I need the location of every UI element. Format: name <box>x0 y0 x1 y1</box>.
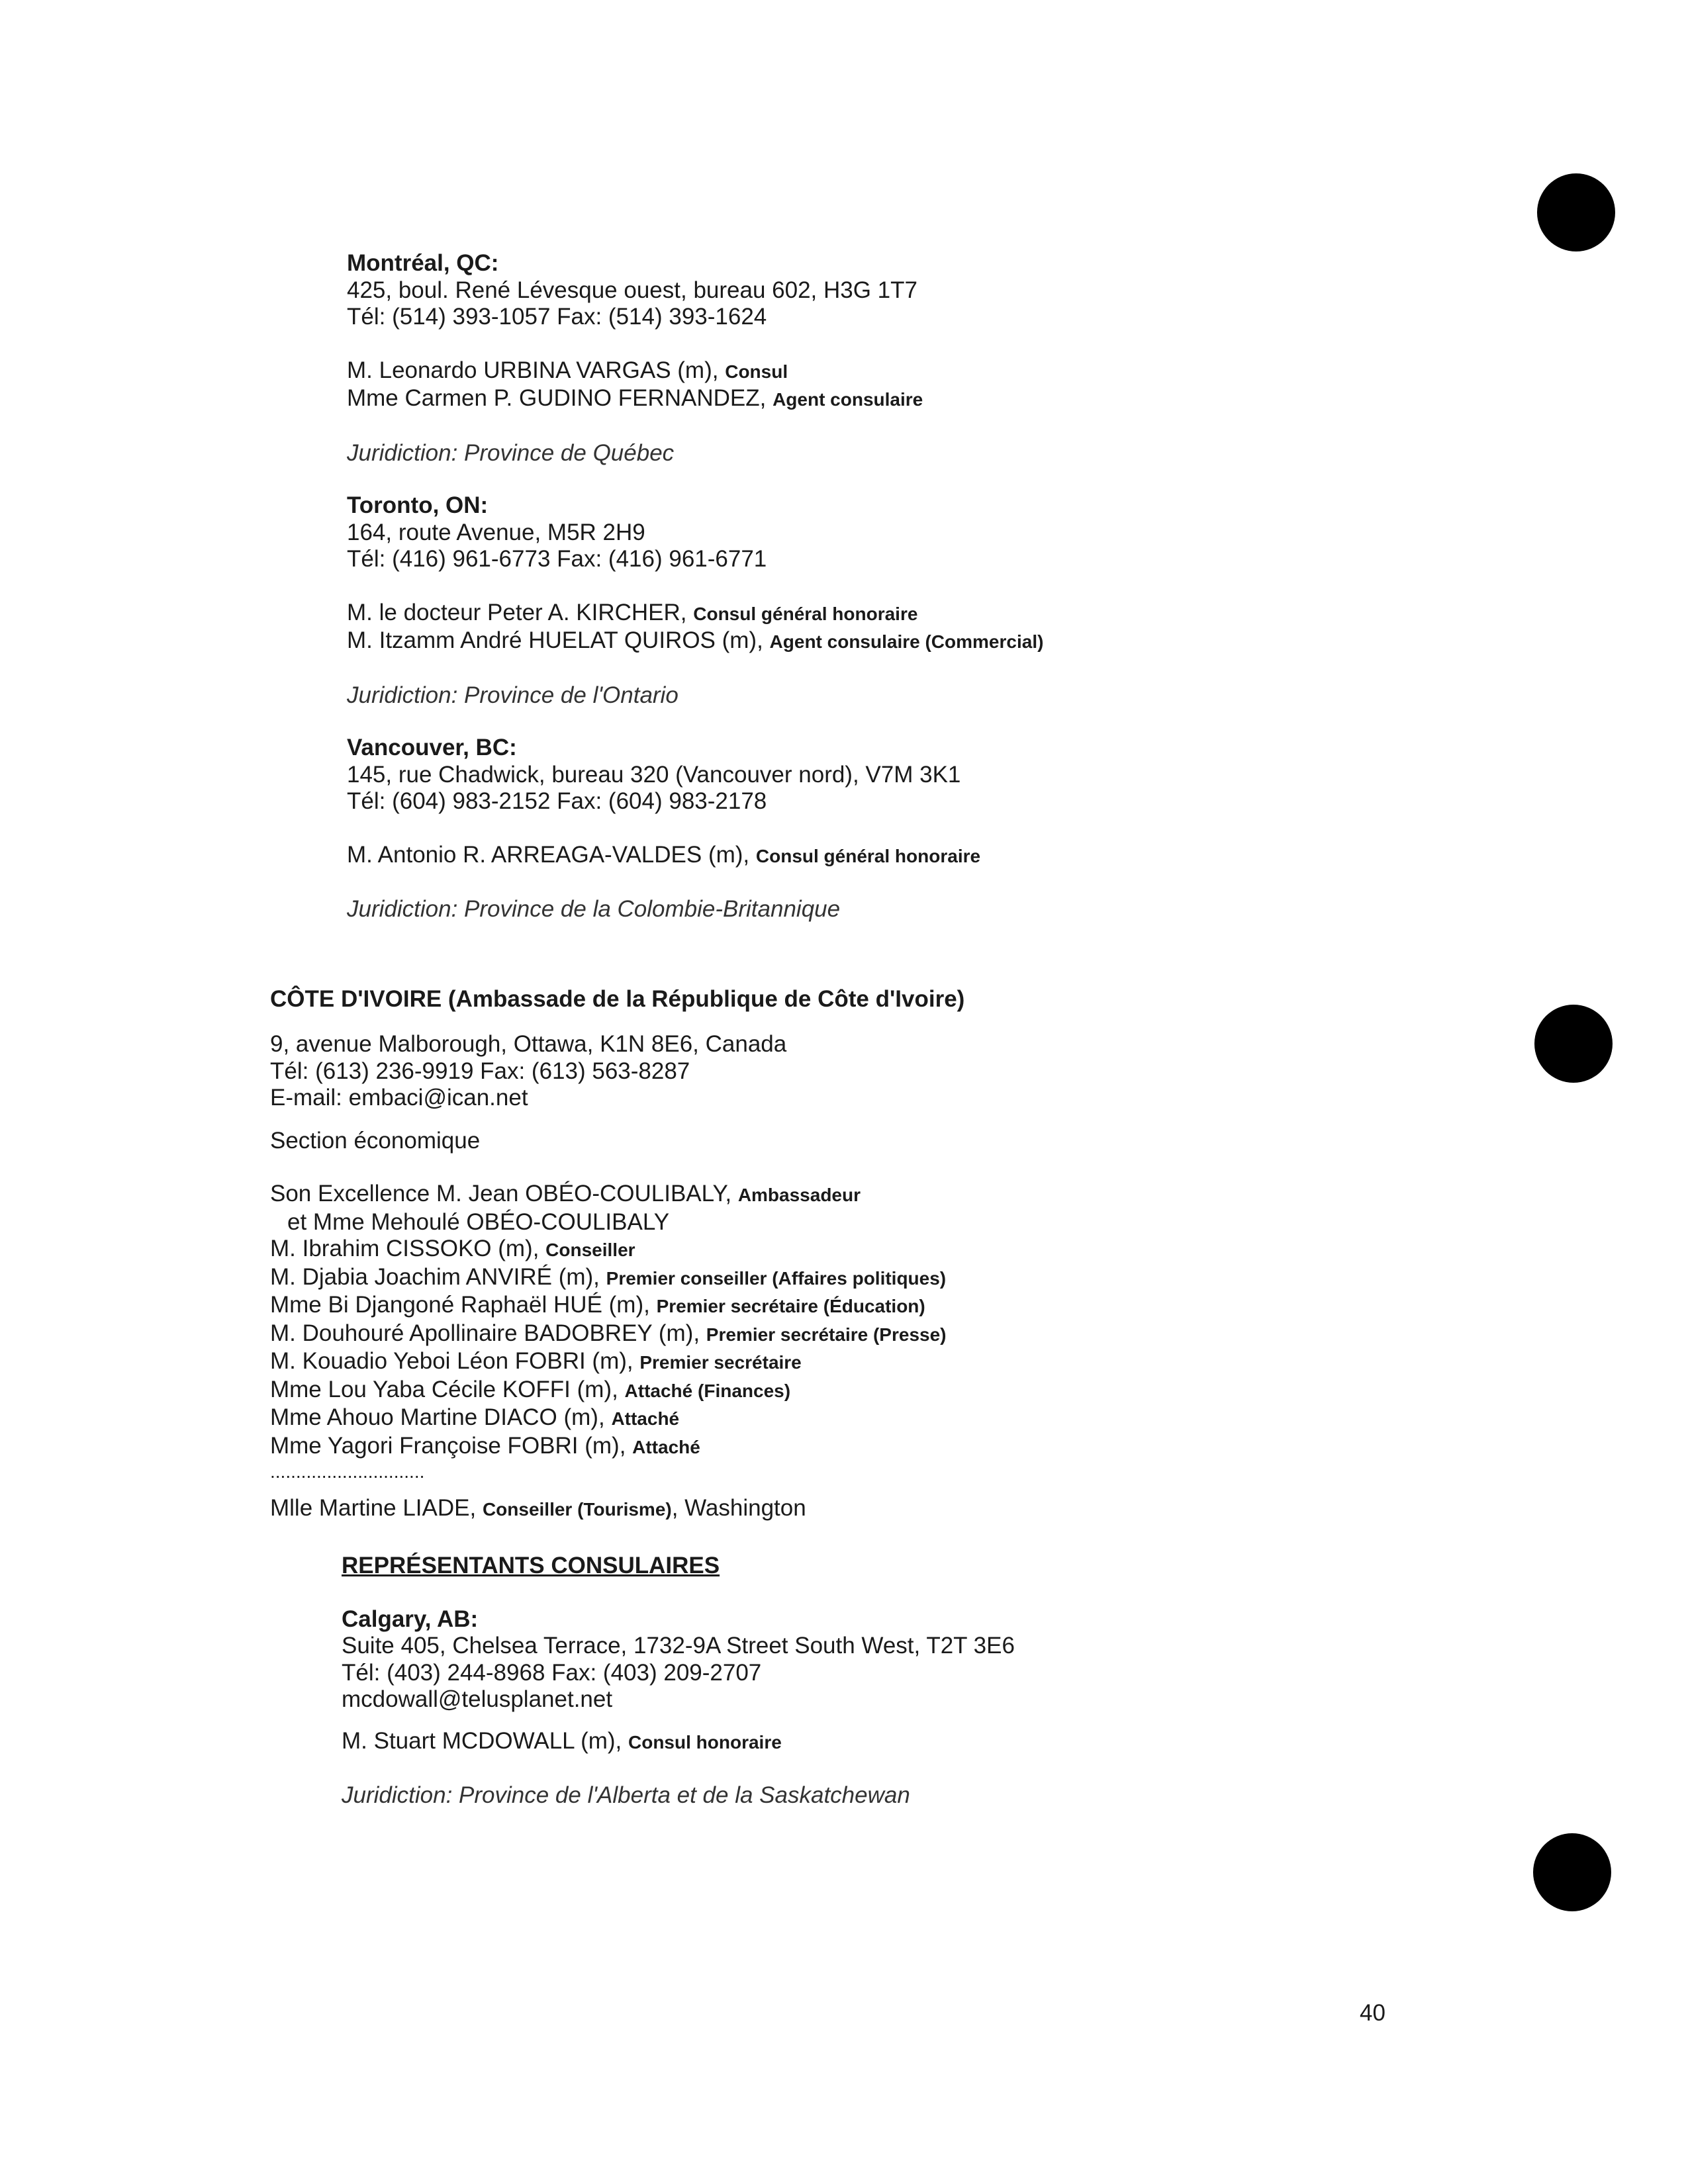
staff-line: M. Djabia Joachim ANVIRÉ (m), Premier conseiller (Affaires politiques) <box>270 1263 947 1290</box>
embassy-title: CÔTE D'IVOIRE (Ambassade de la République de Côte d'Ivoire) <box>270 986 965 1012</box>
person-line: Mme Carmen P. GUDINO FERNANDEZ, Agent consulaire <box>347 385 923 411</box>
consular-heading: REPRÉSENTANTS CONSULAIRES <box>342 1553 720 1578</box>
page-number: 40 <box>1360 2000 1385 2026</box>
montreal-section <box>347 250 923 467</box>
staff-line: Mme Lou Yaba Cécile KOFFI (m), Attaché (Finances) <box>270 1376 791 1402</box>
calgary-address: Suite 405, Chelsea Terrace, 1732-9A Street South West, T2T 3E6 <box>342 1633 1015 1659</box>
montreal-phone: Tél: (514) 393-1057 Fax: (514) 393-1624 <box>347 304 767 330</box>
calgary-email: mcdowall@telusplanet.net <box>342 1686 613 1712</box>
toronto-address: 164, route Avenue, M5R 2H9 <box>347 519 645 545</box>
person-line: M. Stuart MCDOWALL (m), Consul honoraire <box>342 1727 782 1754</box>
vancouver-phone: Tél: (604) 983-2152 Fax: (604) 983-2178 <box>347 788 767 814</box>
vancouver-section <box>347 735 980 923</box>
toronto-section <box>347 492 1043 709</box>
vancouver-jurisdiction: Juridiction: Province de la Colombie-Britannique <box>347 896 841 922</box>
embassy-section: Section économique <box>270 1127 481 1154</box>
staff-line: et Mme Mehoulé OBÉO-COULIBALY <box>287 1208 670 1235</box>
staff-line: M. Kouadio Yeboi Léon FOBRI (m), Premier secrétaire <box>270 1348 802 1374</box>
person-line: M. Itzamm André HUELAT QUIROS (m), Agent consulaire (Commercial) <box>347 627 1044 653</box>
punch-hole-middle <box>1534 1005 1613 1083</box>
vancouver-address: 145, rue Chadwick, bureau 320 (Vancouver nord), V7M 3K1 <box>347 761 961 788</box>
staff-line: Son Excellence M. Jean OBÉO-COULIBALY, Ambassadeur <box>270 1181 861 1206</box>
staff-line: M. Ibrahim CISSOKO (m), Conseiller <box>270 1236 635 1261</box>
embassy-address: 9, avenue Malborough, Ottawa, K1N 8E6, Canada <box>270 1031 787 1057</box>
embassy-email: E-mail: embaci@ican.net <box>270 1085 528 1111</box>
calgary-phone: Tél: (403) 244-8968 Fax: (403) 209-2707 <box>342 1659 762 1686</box>
punch-hole-top <box>1537 173 1615 251</box>
vancouver-heading: Vancouver, BC: <box>347 735 517 760</box>
embassy-contact <box>270 1031 946 1524</box>
calgary-heading: Calgary, AB: <box>342 1606 479 1632</box>
person-line: M. Leonardo URBINA VARGAS (m), Consul <box>347 357 788 383</box>
montreal-address: 425, boul. René Lévesque ouest, bureau 602, H3G 1T7 <box>347 277 917 303</box>
person-line: M. Antonio R. ARREAGA-VALDES (m), Consul général honoraire <box>347 841 981 868</box>
toronto-phone: Tél: (416) 961-6773 Fax: (416) 961-6771 <box>347 546 767 572</box>
staff-line: Mme Yagori Françoise FOBRI (m), Attaché <box>270 1432 700 1459</box>
toronto-jurisdiction: Juridiction: Province de l'Ontario <box>347 682 679 708</box>
dotted-separator: .............................. <box>270 1461 425 1482</box>
staff-line: Mme Bi Djangoné Raphaël HUÉ (m), Premier secrétaire (Éducation) <box>270 1292 925 1318</box>
toronto-heading: Toronto, ON: <box>347 492 489 518</box>
staff-line: M. Douhouré Apollinaire BADOBREY (m), Premier secrétaire (Presse) <box>270 1320 947 1346</box>
montreal-heading: Montréal, QC: <box>347 250 499 276</box>
embassy-phone: Tél: (613) 236-9919 Fax: (613) 563-8287 <box>270 1058 690 1084</box>
punch-hole-bottom <box>1533 1833 1611 1911</box>
staff-line: Mme Ahouo Martine DIACO (m), Attaché <box>270 1404 680 1430</box>
washington-line: Mlle Martine LIADE, Conseiller (Tourisme), Washington <box>270 1495 806 1521</box>
consular-section <box>342 1553 1015 1809</box>
person-line: M. le docteur Peter A. KIRCHER, Consul général honoraire <box>347 599 918 625</box>
montreal-jurisdiction: Juridiction: Province de Québec <box>347 439 675 466</box>
calgary-jurisdiction: Juridiction: Province de l'Alberta et de la Saskatchewan <box>342 1782 910 1808</box>
